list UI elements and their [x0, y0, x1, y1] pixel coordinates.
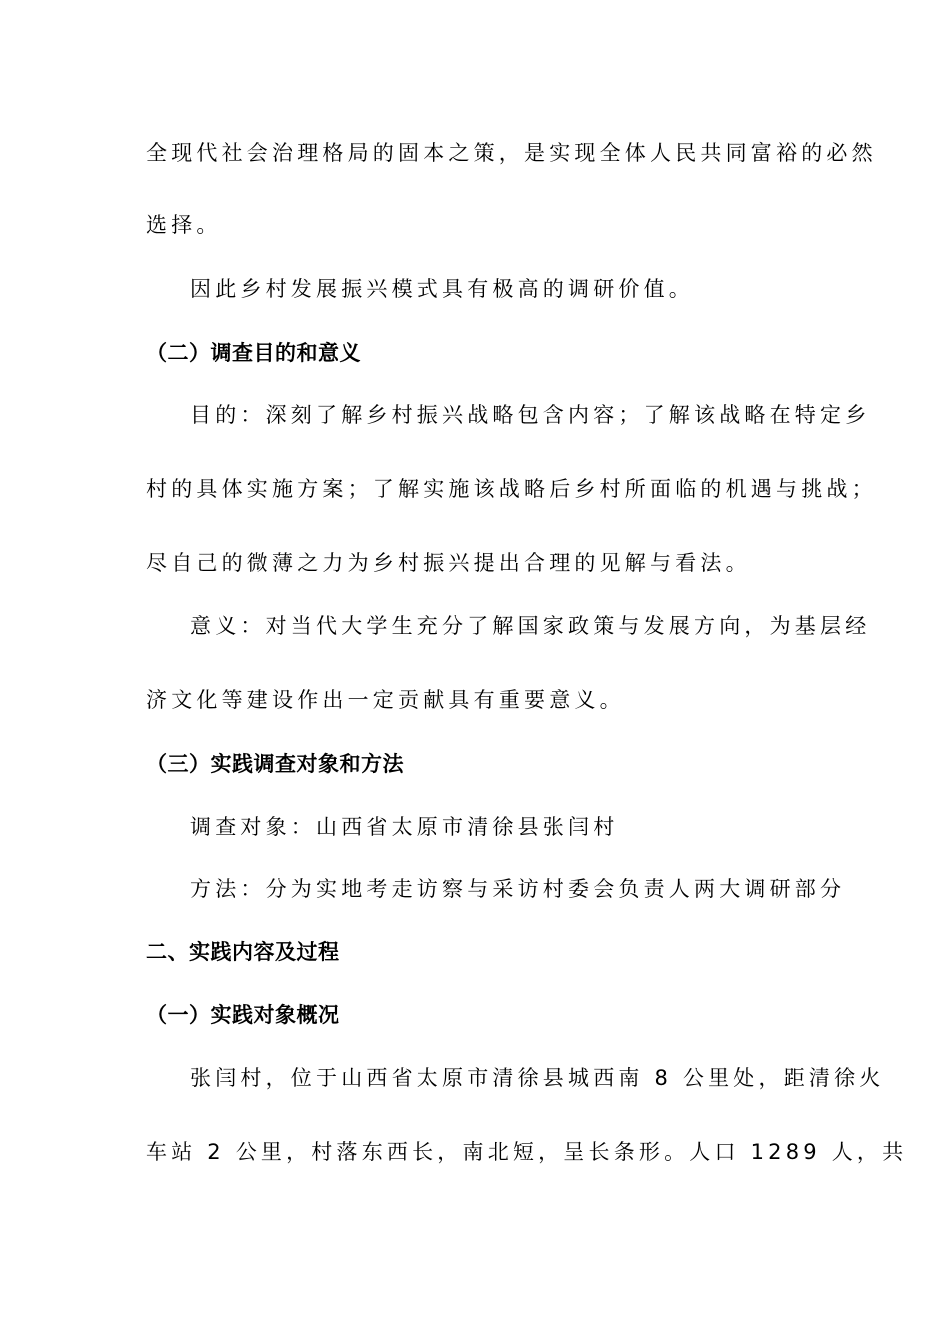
chapter-heading: 二、实践内容及过程 [146, 940, 340, 964]
paragraph-line: 方法：分为实地考走访察与采访村委会负责人两大调研部分 [190, 877, 846, 901]
paragraph-line: 选择。 [146, 213, 222, 237]
paragraph-line: 车站 2 公里，村落东西长，南北短，呈长条形。人口 1289 人，共 [146, 1140, 908, 1164]
section-heading: （二）调查目的和意义 [146, 341, 361, 365]
paragraph-line: 张闫村，位于山西省太原市清徐县城西南 8 公里处，距清徐火 [190, 1066, 885, 1090]
paragraph-line: 目的：深刻了解乡村振兴战略包含内容；了解该战略在特定乡 [190, 403, 871, 427]
paragraph-line: 因此乡村发展振兴模式具有极高的调研价值。 [190, 277, 694, 301]
paragraph-line: 济文化等建设作出一定贡献具有重要意义。 [146, 688, 625, 712]
paragraph-line: 意义：对当代大学生充分了解国家政策与发展方向，为基层经 [190, 614, 871, 638]
section-heading: （一）实践对象概况 [146, 1003, 340, 1027]
section-heading: （三）实践调查对象和方法 [146, 752, 404, 776]
paragraph-line: 全现代社会治理格局的固本之策，是实现全体人民共同富裕的必然 [146, 141, 877, 165]
paragraph-line: 调查对象：山西省太原市清徐县张闫村 [190, 815, 619, 839]
paragraph-line: 尽自己的微薄之力为乡村振兴提出合理的见解与看法。 [146, 551, 751, 575]
paragraph-line: 村的具体实施方案；了解实施该战略后乡村所面临的机遇与挑战； [146, 477, 877, 501]
